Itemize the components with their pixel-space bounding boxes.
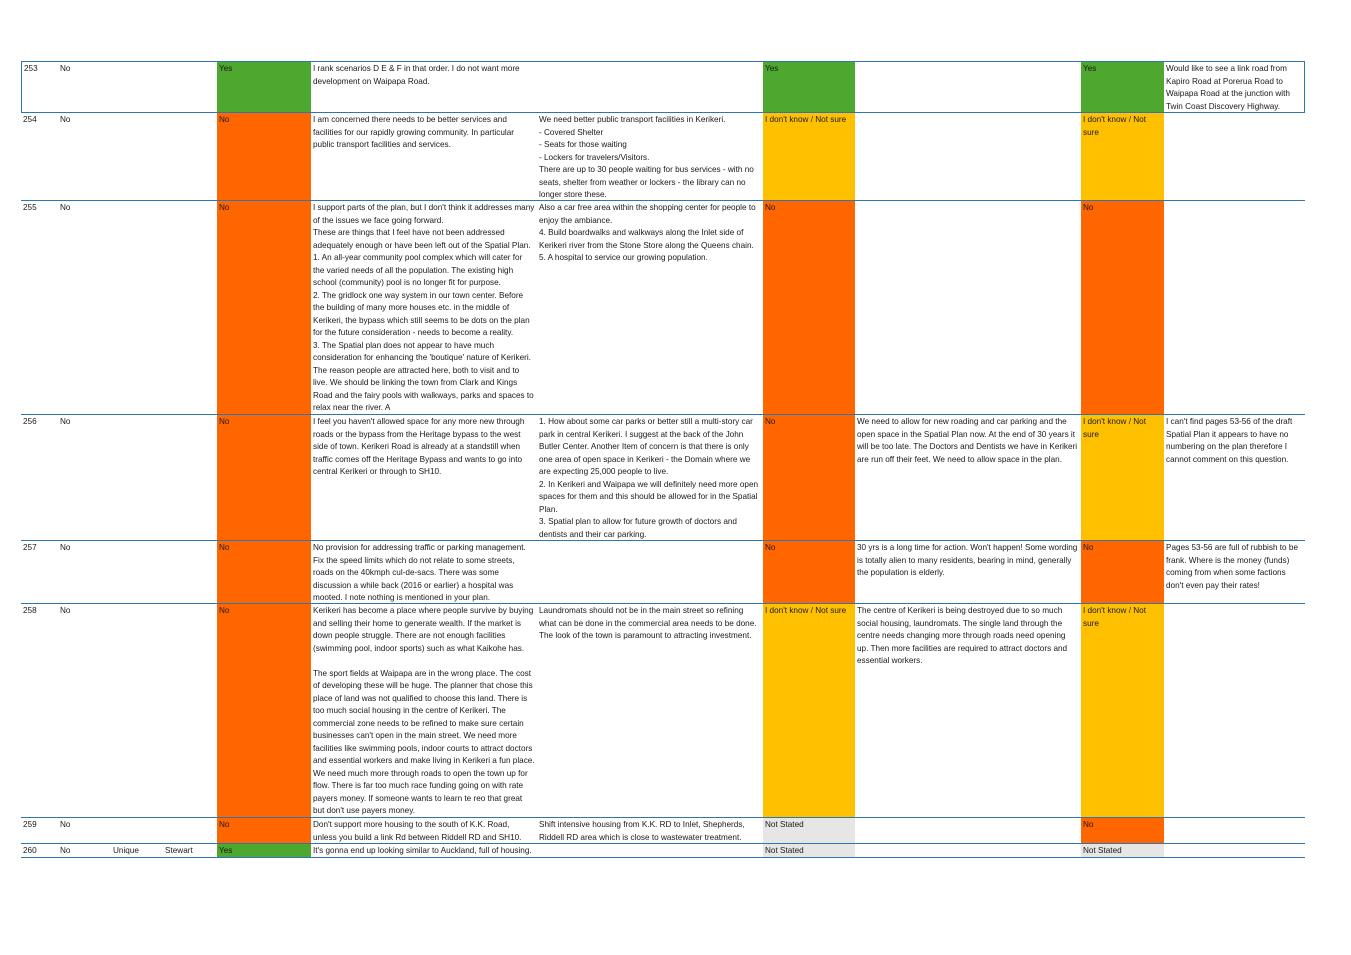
- spreadsheet-table: [21, 61, 1305, 858]
- respondent-flag-cell[interactable]: No: [60, 606, 71, 615]
- comment-2-cell[interactable]: [855, 113, 1081, 200]
- support-answer-cell[interactable]: No: [217, 113, 311, 200]
- support-answer-cell[interactable]: Yes: [217, 844, 311, 857]
- comment-3-cell[interactable]: [1164, 113, 1305, 200]
- answer-3-cell[interactable]: I don't know / Not sure: [1081, 415, 1164, 540]
- row-id-cell[interactable]: 258: [23, 606, 37, 615]
- comment-continued-cell[interactable]: We need better public transport facilities in Kerikeri. - Covered Shelter - Seats for those waiting - Lockers for travelers/Visitors. There are up to 30 people waiting for bus services - with no seats, shelter from weather or lockers - the library can no longer store these.: [539, 115, 754, 199]
- respondent-first-name-cell[interactable]: [111, 818, 163, 843]
- support-answer-cell[interactable]: No: [217, 201, 311, 414]
- row-id-cell[interactable]: 254: [23, 115, 37, 124]
- comment-3-cell[interactable]: I can't find pages 53-56 of the draft Spatial Plan it appears to have no numbering on the plan therefore I cannot comment on this question.: [1166, 417, 1293, 464]
- respondent-first-name-cell[interactable]: [111, 604, 163, 817]
- comment-cell[interactable]: Kerikeri has become a place where people survive by buying and selling their home to generate wealth. If the market is down people struggle. There are not enough facilities (swimming pool, indoor sports) such as what Kaikohe has. The sport fields at Waipapa are in the wrong place. The cost of developing these will be huge. The planner that chose this place of land was not qualified to choose this land. There is too much social housing in the centre of Kerikeri. The commercial zone needs to be refined to make sure certain businesses can't open in the main street. We need more facilities like swimming pools, indoor courts to attract doctors and essential workers and make living in Kerikeri a fun place. We need much more through roads to open the town up for flow. There is far too much race funding going on with rate payers money. If someone wants to learn te reo that great but don't use payers money.: [313, 606, 535, 815]
- comment-continued-cell[interactable]: [537, 541, 763, 603]
- respondent-flag-cell[interactable]: No: [60, 417, 71, 426]
- respondent-first-name-cell[interactable]: [111, 62, 163, 112]
- respondent-last-name-cell[interactable]: [163, 604, 217, 817]
- comment-cell[interactable]: I support parts of the plan, but I don't think it addresses many of the issues we face going forward. These are things that I feel have not been addressed adequately enough or have been left out of the Spatial Plan. 1. An all-year community pool complex which will cater for the varied needs of all the population. The existing high school (community) pool is no longer fit for purpose. 2. The gridlock one way system in our town center. Before the building of many more houses etc. in the middle of Kerikeri, the bypass which still seems to be dots on the plan for the future consideration - needs to become a reality. 3. The Spatial plan does not appear to have much consideration for enhancing the 'boutique' nature of Kerikeri. The reason people are attracted here, both to visit and to live. We should be linking the town from Clark and Kings Road and the fairy pools with walkways, parks and spaces to relax near the river. A: [313, 203, 535, 412]
- row-id-cell[interactable]: 257: [23, 543, 37, 552]
- comment-cell[interactable]: It's gonna end up looking similar to Auckland, full of housing.: [313, 846, 532, 855]
- comment-2-cell[interactable]: [855, 818, 1081, 843]
- row-id-cell[interactable]: 253: [21, 62, 58, 112]
- comment-2-cell[interactable]: [855, 201, 1081, 414]
- answer-2-cell[interactable]: Not Stated: [763, 844, 855, 857]
- answer-2-cell[interactable]: No: [763, 201, 855, 414]
- comment-2-cell[interactable]: We need to allow for new roading and car parking and the open space in the Spatial Plan now. At the end of 30 years it will be too late. The Doctors and Dentists we have in Kerikeri are run off their feet. We need to allow space in the plan.: [857, 417, 1078, 464]
- comment-3-cell[interactable]: Would like to see a link road from Kapiro Road at Porerua Road to Waipapa Road at the junction with Twin Coast Discovery Highway.: [1164, 62, 1305, 112]
- respondent-last-name-cell[interactable]: [163, 415, 217, 540]
- answer-3-cell[interactable]: I don't know / Not sure: [1081, 604, 1164, 817]
- answer-2-cell[interactable]: No: [763, 541, 855, 603]
- answer-3-cell[interactable]: No: [1081, 201, 1164, 414]
- table-row: [21, 604, 1305, 818]
- respondent-last-name-cell[interactable]: [163, 62, 217, 112]
- support-answer-cell[interactable]: No: [217, 415, 311, 540]
- comment-2-cell[interactable]: The centre of Kerikeri is being destroyed due to so much social housing, laundromats. The single land through the centre needs changing more through roads need opening up. Then more facilities are required to attract doctors and essential workers.: [857, 606, 1068, 665]
- row-id-cell[interactable]: 255: [23, 203, 37, 212]
- support-answer-cell[interactable]: Yes: [217, 62, 311, 112]
- answer-2-cell[interactable]: No: [763, 415, 855, 540]
- comment-3-cell[interactable]: [1164, 201, 1305, 414]
- table-row: [21, 844, 1305, 858]
- comment-cell[interactable]: Don't support more housing to the south of K.K. Road, unless you build a link Rd between Riddell RD and SH10.: [313, 820, 522, 842]
- table-row: [21, 201, 1305, 415]
- answer-3-cell[interactable]: Not Stated: [1081, 844, 1164, 857]
- support-answer-cell[interactable]: No: [217, 818, 311, 843]
- answer-3-cell[interactable]: No: [1081, 818, 1164, 843]
- answer-3-cell[interactable]: I don't know / Not sure: [1081, 113, 1164, 200]
- respondent-last-name-cell[interactable]: [163, 818, 217, 843]
- comment-continued-cell[interactable]: Laundromats should not be in the main street so refining what can be done in the commercial area needs to be done. The look of the town is paramount to attracting investment.: [539, 606, 757, 640]
- answer-2-cell[interactable]: I don't know / Not sure: [763, 113, 855, 200]
- table-row: [21, 415, 1305, 541]
- comment-continued-cell[interactable]: [537, 62, 763, 112]
- support-answer-cell[interactable]: No: [217, 541, 311, 603]
- respondent-last-name-cell[interactable]: Stewart: [165, 846, 193, 855]
- respondent-first-name-cell[interactable]: Unique: [113, 846, 139, 855]
- answer-3-cell[interactable]: Yes: [1081, 62, 1164, 112]
- comment-continued-cell[interactable]: [537, 844, 763, 857]
- respondent-first-name-cell[interactable]: [111, 541, 163, 603]
- respondent-flag-cell[interactable]: No: [60, 846, 71, 855]
- table-row: [21, 61, 1305, 113]
- comment-cell[interactable]: I feel you haven't allowed space for any more new through roads or the bypass from the Heritage bypass to the west side of town. Kerikeri Road is already at a standstill when traffic comes off the Heritage Bypass and wants to go into central Kerikeri or through to SH10.: [313, 417, 525, 476]
- answer-2-cell[interactable]: Yes: [763, 62, 855, 112]
- comment-continued-cell[interactable]: Also a car free area within the shopping center for people to enjoy the ambiance. 4. Build boardwalks and walkways along the Inlet side of Kerikeri river from the Stone Store along the Queens chain. 5. A hospital to service our growing population.: [539, 203, 756, 262]
- table-row: [21, 818, 1305, 844]
- support-answer-cell[interactable]: No: [217, 604, 311, 817]
- comment-2-cell[interactable]: [855, 844, 1081, 857]
- respondent-last-name-cell[interactable]: [163, 201, 217, 414]
- respondent-last-name-cell[interactable]: [163, 541, 217, 603]
- table-row: [21, 113, 1305, 201]
- comment-3-cell[interactable]: [1164, 818, 1305, 843]
- comment-2-cell[interactable]: [855, 62, 1081, 112]
- respondent-last-name-cell[interactable]: [163, 113, 217, 200]
- comment-continued-cell[interactable]: Shift intensive housing from K.K. RD to Inlet, Shepherds, Riddell RD area which is close to wastewater treatment.: [539, 820, 745, 842]
- comment-3-cell[interactable]: [1164, 604, 1305, 817]
- respondent-first-name-cell[interactable]: [111, 415, 163, 540]
- respondent-first-name-cell[interactable]: [111, 113, 163, 200]
- comment-continued-cell[interactable]: 1. How about some car parks or better still a multi-story car park in central Kerikeri. I suggest at the back of the John Butler Center. Another Item of concern is that there is only one area of open space in Kerikeri - the Domain where we are expecting 25,000 people to live. 2. In Kerikeri and Waipapa we will definitely need more open spaces for them and this should be allowed for in the Spatial Plan. 3. Spatial plan to allow for future growth of doctors and dentists and their car parking.: [539, 417, 759, 539]
- table-row: [21, 541, 1305, 604]
- answer-2-cell[interactable]: Not Stated: [763, 818, 855, 843]
- comment-3-cell[interactable]: [1164, 844, 1305, 857]
- comment-2-cell[interactable]: 30 yrs is a long time for action. Won't happen! Some wording is totally alien to many residents, bearing in mind, generally the population is elderly.: [857, 543, 1078, 577]
- respondent-flag-cell[interactable]: No: [60, 203, 71, 212]
- comment-3-cell[interactable]: Pages 53-56 are full of rubbish to be frank. Where is the money (funds) coming from when some factions don't even pay their rates!: [1166, 543, 1298, 590]
- row-id-cell[interactable]: 260: [23, 846, 37, 855]
- respondent-flag-cell[interactable]: No: [60, 543, 71, 552]
- comment-cell[interactable]: I rank scenarios D E & F in that order. I do not want more development on Waipapa Road.: [313, 64, 520, 86]
- respondent-first-name-cell[interactable]: [111, 201, 163, 414]
- row-id-cell[interactable]: 256: [23, 417, 37, 426]
- answer-3-cell[interactable]: No: [1081, 541, 1164, 603]
- row-id-cell[interactable]: 259: [23, 820, 37, 829]
- answer-2-cell[interactable]: I don't know / Not sure: [763, 604, 855, 817]
- comment-cell[interactable]: I am concerned there needs to be better services and facilities for our rapidly growing community. In particular public transport facilities and services.: [313, 115, 514, 149]
- respondent-flag-cell[interactable]: No: [60, 820, 71, 829]
- comment-cell[interactable]: No provision for addressing traffic or parking management. Fix the speed limits which do not relate to some streets, roads on the 40kmph cul-de-sacs. There was some discussion a while back (2016 or earlier) a hospital was mooted. I note nothing is mentioned in your plan.: [313, 543, 526, 602]
- respondent-flag-cell[interactable]: No: [60, 64, 71, 73]
- respondent-flag-cell[interactable]: No: [60, 115, 71, 124]
